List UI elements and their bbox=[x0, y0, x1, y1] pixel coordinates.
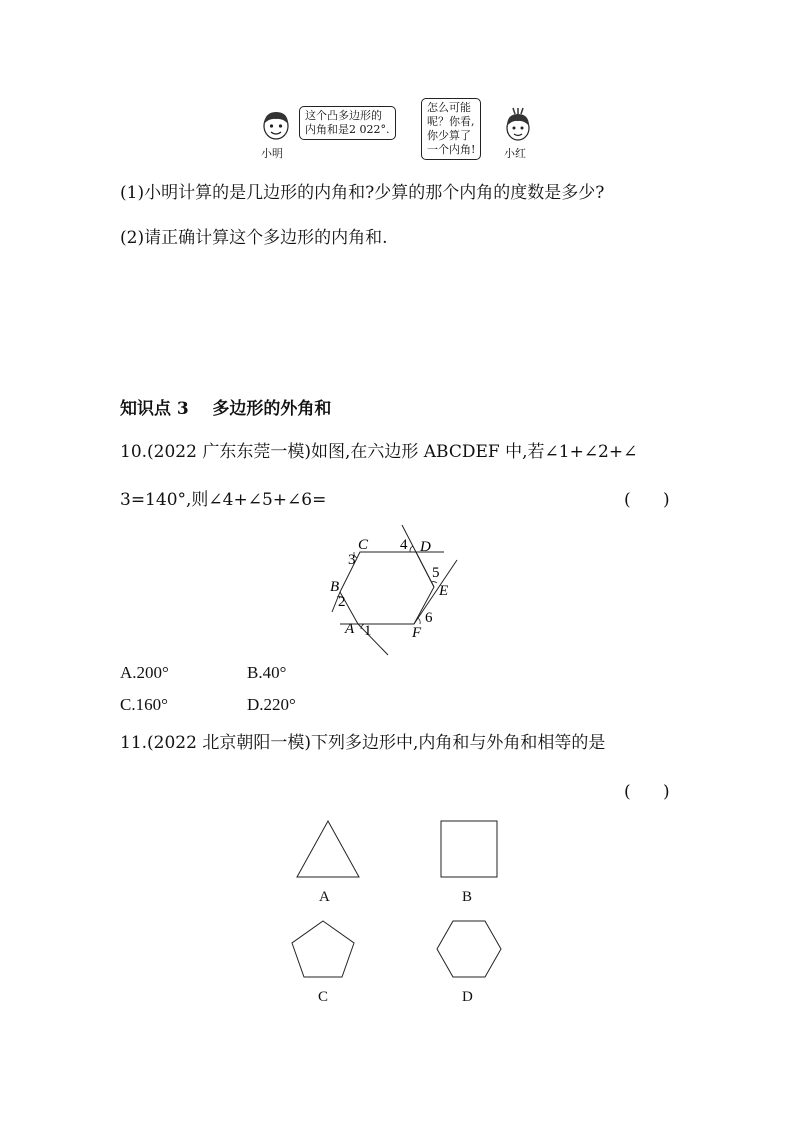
cartoon-dialogue bbox=[255, 98, 545, 162]
pentagon-shape bbox=[291, 920, 355, 978]
left-speech-line: 这个凸多边形的 bbox=[305, 109, 382, 122]
left-speech-bubble bbox=[299, 106, 396, 140]
q10-option-c: C.160° bbox=[120, 695, 168, 714]
shape-label-a: A bbox=[319, 889, 330, 905]
right-speech-line: 呢？你看, bbox=[427, 115, 475, 128]
extension-line-de bbox=[402, 525, 434, 587]
angle-label-1: 1 bbox=[364, 623, 372, 639]
vertex-label-a: A bbox=[345, 621, 355, 637]
vertex-label-f: F bbox=[412, 625, 422, 641]
hexagon-shape-option bbox=[436, 920, 502, 978]
shape-label-c: C bbox=[318, 989, 329, 1005]
section-heading: 知识点 3 多边形的外角和 bbox=[120, 399, 332, 419]
q10-option-d: D.220° bbox=[247, 695, 296, 714]
right-speech-line: 怎么可能 bbox=[427, 101, 471, 114]
triangle-shape bbox=[296, 820, 360, 878]
right-speech-bubble bbox=[421, 98, 481, 160]
q10-option-a: A.200° bbox=[120, 663, 169, 682]
angle-label-5: 5 bbox=[432, 565, 440, 581]
shape-label-d: D bbox=[462, 989, 473, 1005]
q11-answer-bracket: ( ) bbox=[624, 782, 670, 802]
extension-line-ab bbox=[358, 624, 388, 655]
left-speech-line: 内角和是2 022°. bbox=[305, 123, 390, 136]
vertex-label-d: D bbox=[420, 539, 431, 555]
right-character-name: 小红 bbox=[504, 147, 526, 160]
square-shape bbox=[440, 820, 498, 878]
vertex-label-b: B bbox=[330, 579, 340, 595]
vertex-label-c: C bbox=[358, 537, 369, 553]
xiaohong-avatar bbox=[501, 108, 535, 144]
shape-label-b: B bbox=[462, 889, 473, 905]
q9-part2: (2)请正确计算这个多边形的内角和. bbox=[120, 228, 388, 248]
angle-label-3: 3 bbox=[348, 552, 356, 568]
angle-label-2: 2 bbox=[338, 594, 346, 610]
q11-line1: 11.(2022 北京朝阳一模)下列多边形中,内角和与外角和相等的是 bbox=[120, 733, 606, 753]
right-speech-line: 你少算了 bbox=[427, 129, 471, 142]
left-character-name: 小明 bbox=[261, 147, 283, 160]
q10-line2: 3=140°,则∠4+∠5+∠6= bbox=[120, 490, 327, 510]
hexagon-figure bbox=[330, 525, 460, 655]
vertex-label-e: E bbox=[439, 583, 449, 599]
q10-option-b: B.40° bbox=[247, 663, 287, 682]
angle-label-4: 4 bbox=[400, 537, 408, 553]
q9-part1: (1)小明计算的是几边形的内角和?少算的那个内角的度数是多少? bbox=[120, 183, 605, 203]
right-speech-line: 一个内角! bbox=[427, 143, 476, 156]
angle-label-6: 6 bbox=[425, 610, 433, 626]
q10-line1: 10.(2022 广东东莞一模)如图,在六边形 ABCDEF 中,若∠1+∠2+∠ bbox=[120, 442, 638, 462]
q10-answer-bracket: ( ) bbox=[624, 490, 670, 510]
xiaoming-avatar bbox=[259, 108, 293, 142]
